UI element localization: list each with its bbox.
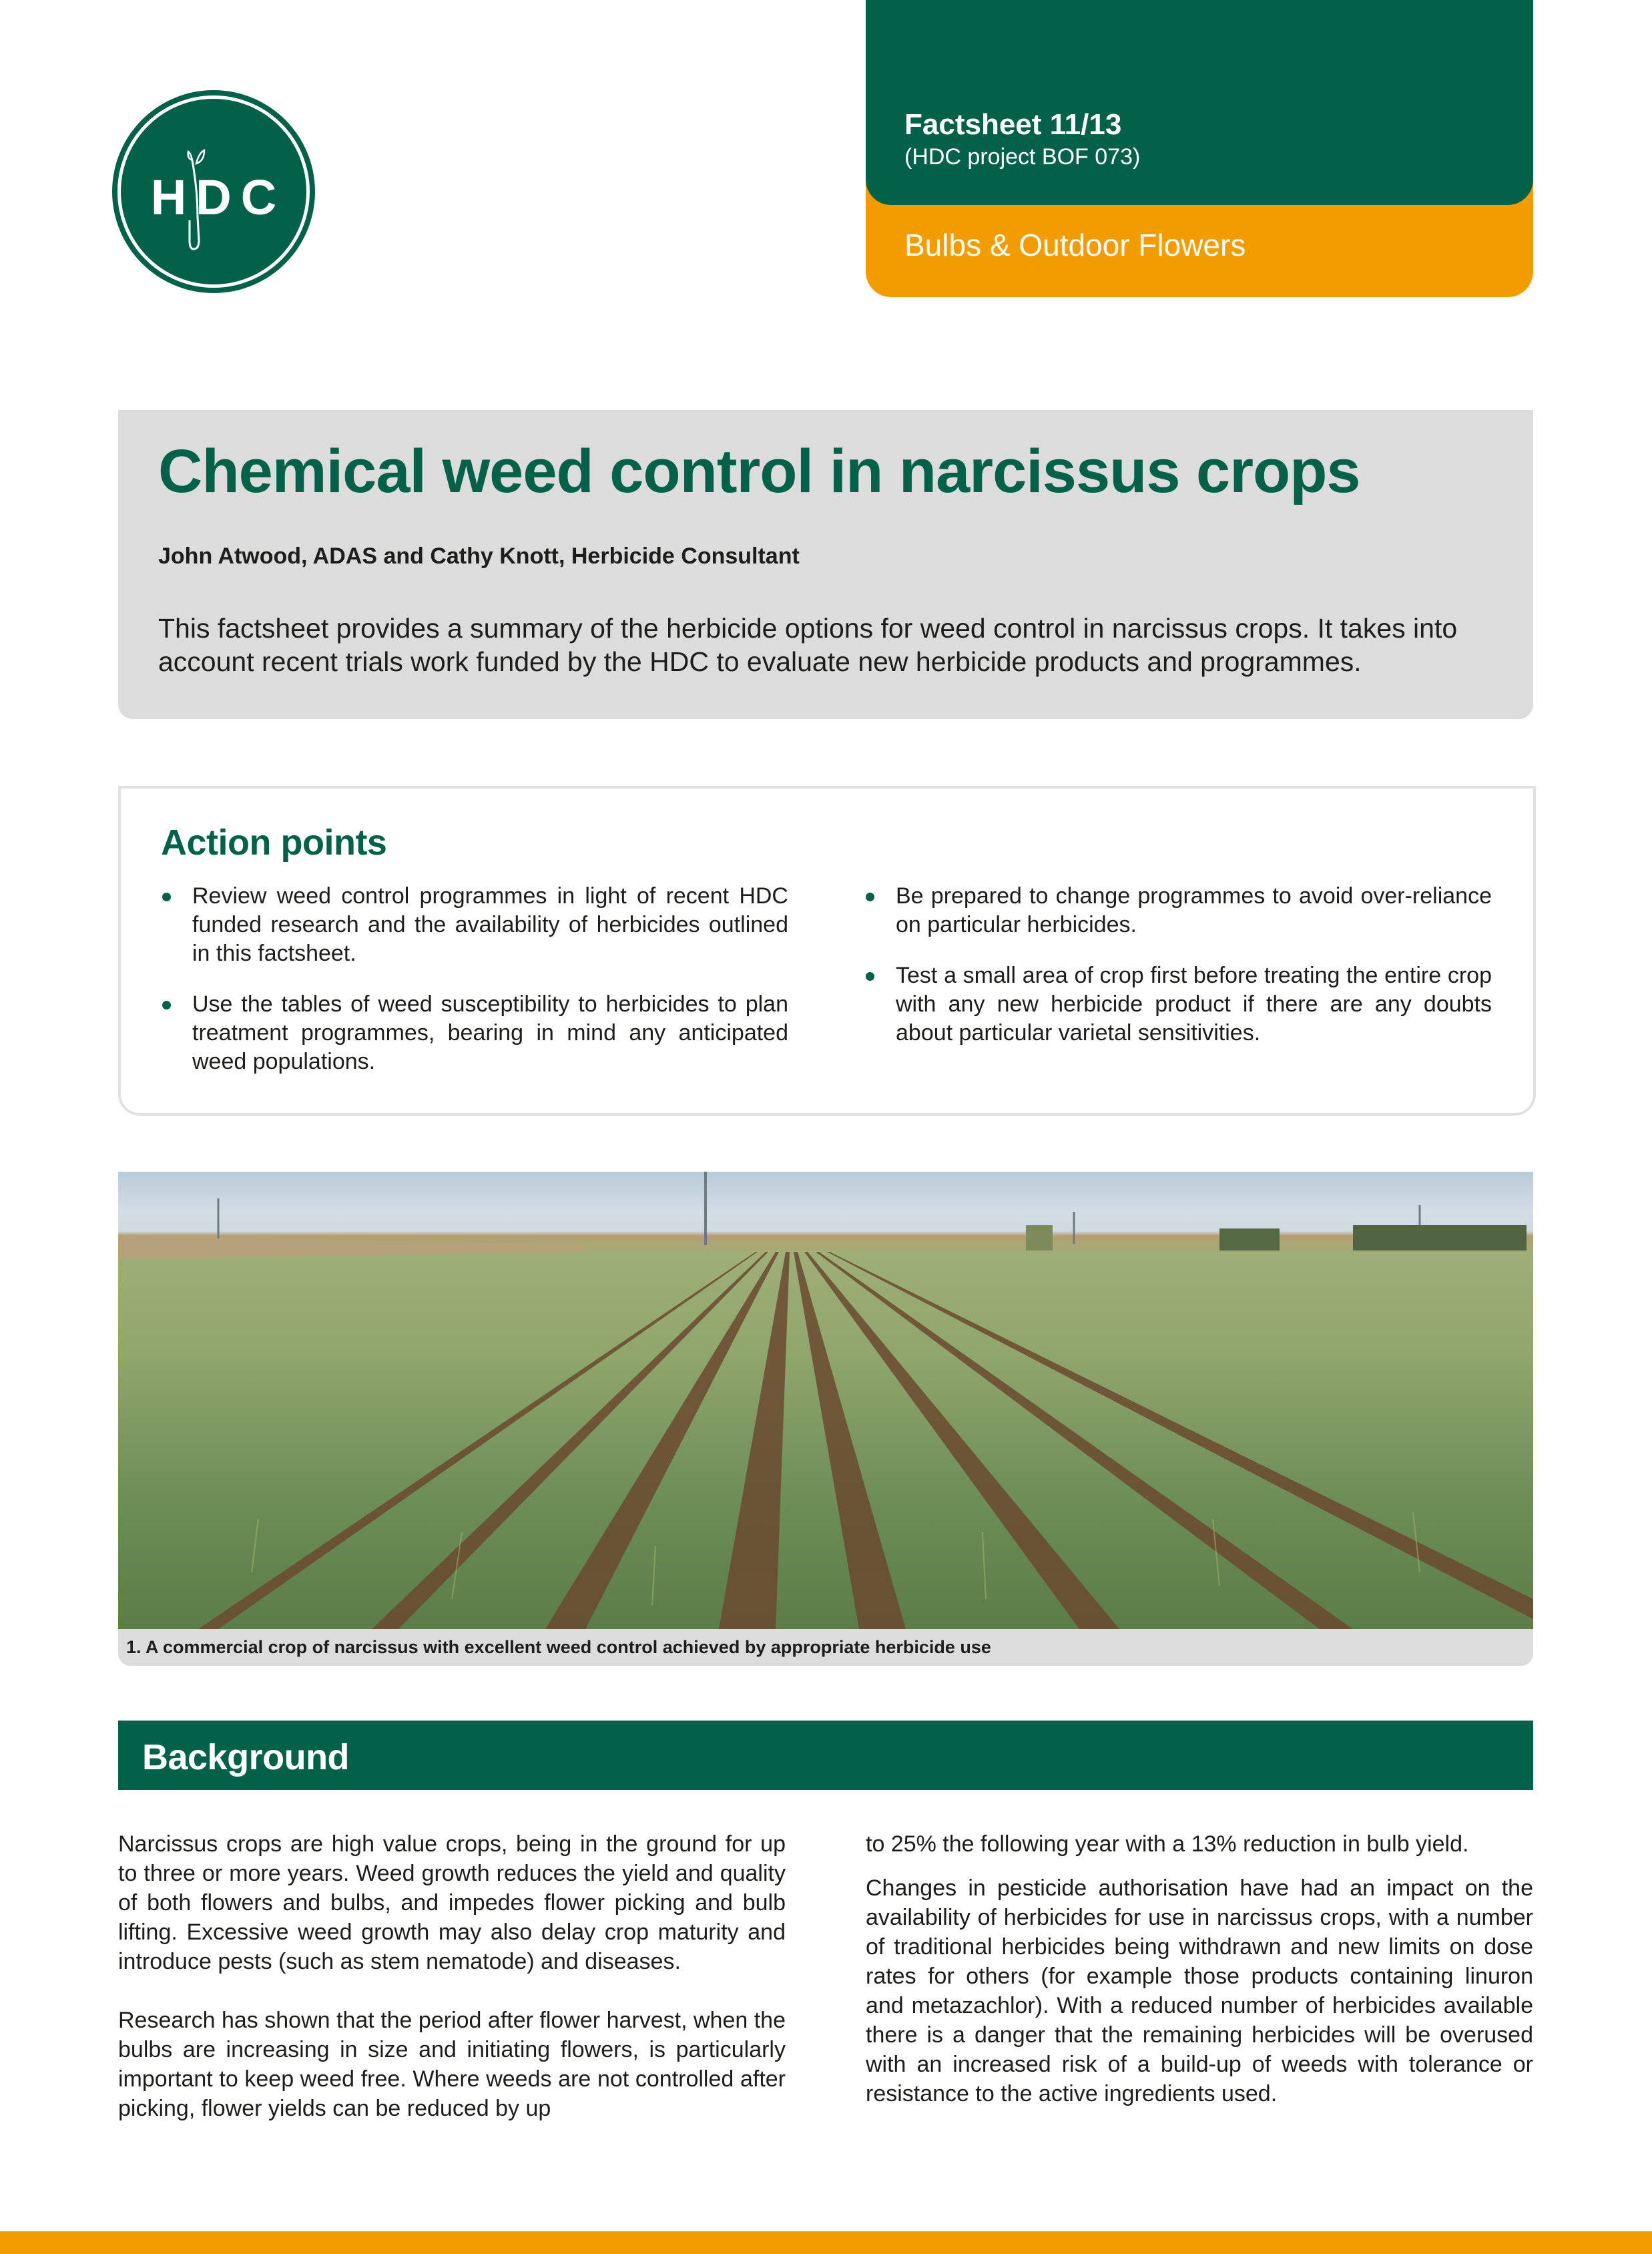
bullet-icon	[866, 972, 874, 981]
background-section-header	[118, 1721, 1533, 1790]
action-points-right-column	[864, 882, 1492, 1070]
background-heading: Background	[142, 1737, 350, 1777]
logo-text: HDC	[150, 170, 286, 225]
action-points-left-column	[161, 882, 788, 1098]
category-label: Bulbs & Outdoor Flowers	[904, 228, 1246, 262]
bullet-icon	[162, 1001, 171, 1009]
action-points-heading: Action points	[161, 823, 387, 863]
field-illustration	[118, 1172, 1533, 1629]
action-point: Be prepared to change programmes to avoid over-reliance on particular herbicides.	[864, 882, 1492, 939]
action-point: Review weed control programmes in light of recent HDC funded research and the availability of herbicides outlined in this factsheet.	[161, 882, 788, 968]
paragraph: Changes in pesticide authorisation have had an impact on the availability of herbicides for use in narcissus crops, with a number of traditional herbicides being withdrawn and new limits on dose rates for others (for example those products containing linuron and metazachlor). With a reduced number of herbicides available there is a danger that the remaining herbicides will be overused with an increased risk of a build-up of weeds with tolerance or resistance to the active ingredients used.	[866, 1875, 1533, 2106]
page-title: Chemical weed control in narcissus crops	[158, 437, 1360, 505]
project-code: (HDC project BOF 073)	[904, 144, 1141, 170]
action-point: Test a small area of crop first before treating the entire crop with any new herbicide product if there are any doubts about particular varietal sensitivities.	[864, 961, 1492, 1048]
authors: John Atwood, ADAS and Cathy Knott, Herbicide Consultant	[158, 543, 800, 569]
action-points-box	[118, 786, 1536, 1116]
narcissus-field-photo	[118, 1172, 1533, 1629]
bullet-icon	[866, 893, 874, 901]
intro-text: This factsheet provides a summary of the herbicide options for weed control in narcissus crops. It takes into account recent trials work funded by the HDC to evaluate new herbicide products and programmes.	[158, 613, 1458, 677]
figure-caption-bar	[118, 1629, 1533, 1666]
paragraph: Narcissus crops are high value crops, being in the ground for up to three or more years. Weed growth reduces the yield and quality of both flowers and bulbs, and impedes flower picking and bulb lifting. Excessive weed growth may also delay crop maturity and introduce pests (such as stem nematode) and diseases.	[118, 1831, 786, 1974]
title-panel	[118, 410, 1533, 719]
background-left-column	[118, 1829, 786, 2153]
factsheet-tab	[866, 0, 1533, 205]
figure-caption: 1. A commercial crop of narcissus with excellent weed control achieved by appropriate herbicide use	[126, 1637, 991, 1657]
hdc-logo	[112, 90, 315, 293]
paragraph: Research has shown that the period after flower harvest, when the bulbs are increasing in size and initiating flowers, is particularly important to keep weed free. Where weeds are not controlled after picking, flower yields can be reduced by up	[118, 2008, 786, 2121]
background-right-column	[866, 1829, 1533, 2123]
paragraph: to 25% the following year with a 13% reduction in bulb yield.	[866, 1831, 1469, 1857]
bullet-icon	[162, 893, 171, 901]
action-point: Use the tables of weed susceptibility to herbicides to plan treatment programmes, bearing in mind any anticipated weed populations.	[161, 990, 788, 1076]
factsheet-number: Factsheet 11/13	[904, 108, 1122, 141]
footer-bar	[0, 2231, 1652, 2254]
